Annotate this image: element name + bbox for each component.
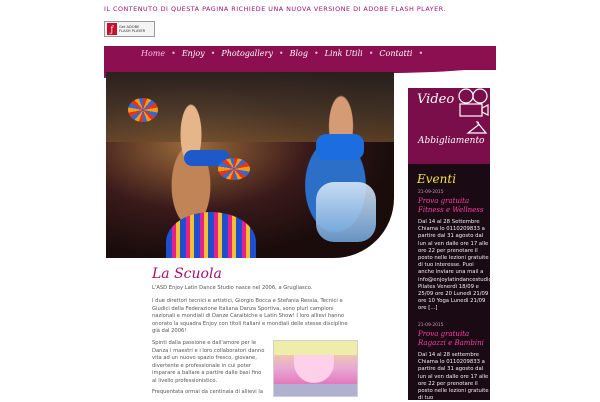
flash-required-notice: IL CONTENUTO DI QUESTA PAGINA RICHIEDE UNA NUOVA VERSIONE DI ADOBE FLASH PLAYER.: [104, 5, 446, 13]
nav-item-enjoy[interactable]: Enjoy: [181, 49, 205, 58]
hero-dancers-photo: [106, 72, 394, 258]
event-date: 21-09-2015: [418, 323, 444, 328]
dancer-left-arm-ruffle: [128, 98, 158, 122]
flash-badge-line2: FLASH PLAYER: [119, 29, 146, 33]
event-description: Dal 14 al 28 settembre Chiama lo 0110209833 a partire dal 31 agosto dal lun al ven dalle ore 17 alle ore 22 per prenotare il posto nelle lezioni gratuite di tuo: [418, 352, 489, 402]
nav-separator: •: [171, 49, 176, 58]
dancer-right-costume-top: [316, 134, 364, 160]
nav-item-link-utili[interactable]: Link Utili: [324, 49, 363, 58]
nav-item-photogallery[interactable]: Photogallery: [221, 49, 273, 58]
passion-paragraph: Spinti dalla passione e dall'amore per le Danza i maestri e i loro collaboratori danno vita ad un nuovo spazio fresco, giovane, divertente e professionale in cui poter imparare a ballare a partire dalle basi fino al livello professionistico.: [152, 340, 265, 384]
adobe-flash-icon: ƒ: [107, 23, 117, 35]
dancer-left-arm-ruffle-2: [218, 158, 250, 180]
get-flash-player-badge[interactable]: [104, 21, 155, 37]
abbigliamento-link[interactable]: Abbigliamento: [418, 136, 485, 146]
events-heading: Eventi: [417, 172, 457, 186]
clothes-hanger-icon: [466, 118, 488, 140]
nav-menu: [141, 49, 423, 58]
flash-badge-line1: Get ADOBE: [119, 25, 140, 29]
event-description: Dal 14 al 28 Settembre Chiama lo 0110209833 a partire dal 31 agosto dal lun al ven dalle ore 17 alle ore 22 per prenotare il posto nelle lezioni gratuite di tuo interesse. Puoi anche inviare una mail a info@enjoylatindancestudio... Pilates Venerdì 18/09 e 25/09 ore 20 Lunedì 21/09 ore 10 Yoga Lunedì 21/09 ore [...]: [418, 219, 497, 312]
dancer-right-skirt: [316, 182, 376, 242]
nav-item-home[interactable]: Home: [141, 49, 166, 58]
nav-separator: •: [418, 49, 424, 58]
nav-separator: •: [278, 49, 284, 58]
directors-paragraph: I due direttori tecnici e artistici, Giorgio Bocca e Stefania Ressia, Tecnici e Giudici della Federazione Italiana Danza Sportiva, sono pluri campioni nazionali e mondiali di Danze Caraibiche e Latin Show! I loro allievi hanno onorato la squadra Enjoy con titoli italiani e mondiali delle stesse discipline già dal 2006!: [152, 298, 348, 335]
intro-paragraph: L'ASD Enjoy Latin Dance Studio nasce nel 2006, a Grugliasco.: [152, 285, 313, 291]
event-title-link[interactable]: Prova gratuita Fitness e Wellness: [418, 197, 484, 214]
event-item: [418, 190, 497, 313]
studio-floor: [274, 384, 357, 396]
event-date: 21-09-2015: [418, 190, 444, 195]
event-title-link[interactable]: Prova gratuita Ragazzi e Bambini: [418, 330, 484, 347]
studio-arch: [294, 355, 334, 383]
nav-item-blog[interactable]: Blog: [289, 49, 308, 58]
page-title: La Scuola: [152, 266, 222, 282]
nav-separator: •: [210, 49, 216, 58]
attendance-paragraph: Frequentata ormai da centinaia di allievi la: [152, 389, 264, 395]
video-link[interactable]: Video: [417, 92, 455, 107]
nav-separator: •: [313, 49, 319, 58]
nav-separator: •: [368, 49, 374, 58]
nav-item-contatti[interactable]: Contatti: [379, 49, 413, 58]
flash-badge-text: [119, 25, 145, 33]
studio-ceiling: [274, 341, 357, 355]
dance-studio-photo[interactable]: [273, 340, 358, 397]
event-item: [418, 323, 490, 402]
